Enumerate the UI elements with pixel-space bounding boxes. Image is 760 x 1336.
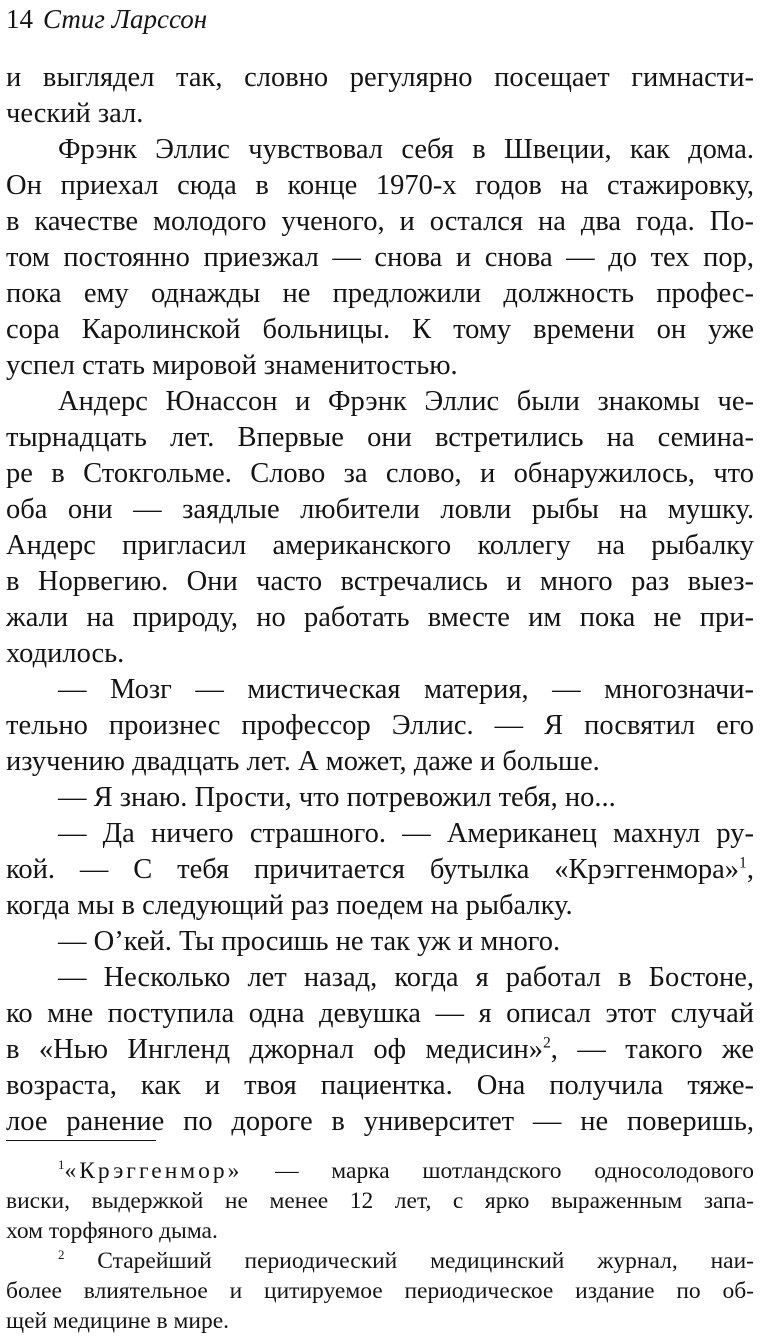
footnote-line (6, 1186, 754, 1216)
footnote-number: 1 (58, 1157, 65, 1173)
text-line-tail: , (746, 854, 754, 885)
footnote-text: хом торфяного дыма. (6, 1218, 218, 1244)
text-line-content: когда мы в следующий раз поедем на рыбалку. (6, 890, 573, 921)
text-line-content: и выглядел так, словно регулярно посещает гимнасти- (6, 62, 754, 93)
text-line (6, 780, 754, 816)
text-line-content: лое ранение по дороге в университет — не поверишь, (6, 1106, 754, 1137)
text-line (6, 960, 754, 996)
text-line (6, 708, 754, 744)
text-line (6, 564, 754, 600)
text-line-content: том постоянно приезжал — снова и снова — до тех пор, (6, 242, 754, 273)
text-line-content: сора Каролинской больницы. К тому времени он уже (6, 314, 754, 345)
text-line-content: — Да ничего страшного. — Американец махнул ру- (58, 818, 754, 849)
footnote-line (6, 1306, 754, 1336)
text-line (6, 528, 754, 564)
text-line-content: успел стать мировой знаменитостью. (6, 350, 458, 381)
text-line-content: изучению двадцать лет. А может, даже и больше. (6, 746, 600, 777)
text-line-content: ко мне поступила одна девушка — я описал этот случай (6, 998, 754, 1029)
text-line-content: оба они — заядлые любители ловли рыбы на мушку. (6, 494, 754, 525)
text-line-content: в Норвегию. Они часто встречались и много раз выез- (6, 566, 754, 597)
footnote-text: Старейший периодический медицинский журнал, наи- (64, 1248, 754, 1274)
footnote-separator (6, 1140, 156, 1141)
text-line-content: — Мозг — мистическая материя, — многозначи- (58, 674, 754, 705)
text-line (6, 168, 754, 204)
text-line (6, 888, 754, 924)
text-line (6, 492, 754, 528)
text-line (6, 996, 754, 1032)
footnote-text: — марка шотландского односолодового (242, 1158, 754, 1184)
running-head (6, 4, 207, 34)
footnote-number: 2 (58, 1247, 65, 1263)
text-line-content: кой. — С тебя причитается бутылка «Крэггенмора» (6, 854, 740, 885)
text-line-content: пока ему однажды не предложили должность профес- (6, 278, 754, 309)
text-line (6, 384, 754, 420)
text-line (6, 240, 754, 276)
footnote-text: виски, выдержкой не менее 12 лет, с ярко выраженным запа- (6, 1188, 754, 1214)
text-line-content: ходилось. (6, 638, 125, 669)
body-text (6, 60, 754, 1140)
text-line (6, 636, 754, 672)
footnote-line (6, 1156, 754, 1186)
footnote-term: «Крэггенмор» (64, 1158, 243, 1184)
text-line (6, 276, 754, 312)
text-line (6, 744, 754, 780)
text-line-content: — Несколько лет назад, когда я работал в Бостоне, (58, 962, 754, 993)
page-number: 14 (6, 4, 33, 34)
footnote-line (6, 1246, 754, 1276)
text-line-content: Он приехал сюда в конце 1970-х годов на стажировку, (6, 170, 754, 201)
text-line-content: — Я знаю. Прости, что потревожил тебя, но... (58, 782, 616, 813)
text-line (6, 1032, 754, 1068)
text-line-content: — О’кей. Ты просишь не так уж и много. (58, 926, 561, 957)
text-line-content: ческий зал. (6, 98, 144, 129)
text-line (6, 600, 754, 636)
text-line-content: в качестве молодого ученого, и остался на два года. По- (6, 206, 754, 237)
text-line-content: Андерс Юнассон и Фрэнк Эллис были знакомы че- (58, 386, 754, 417)
text-line-content: тырнадцать лет. Впервые они встретились на семина- (6, 422, 754, 453)
text-line (6, 816, 754, 852)
footnote-marker: 1 (739, 854, 747, 872)
text-line (6, 132, 754, 168)
text-line (6, 60, 754, 96)
footnote-text: щей медицине в мире. (6, 1308, 230, 1334)
running-head-author: Стиг Ларссон (43, 4, 208, 34)
text-line (6, 1068, 754, 1104)
text-line-content: тельно произнес профессор Эллис. — Я посвятил его (6, 710, 754, 741)
text-line-content: Андерс пригласил американского коллегу на рыбалку (6, 530, 754, 561)
text-line-tail: , — такого же (550, 1034, 755, 1065)
text-line (6, 672, 754, 708)
text-line (6, 924, 754, 960)
text-line-content: в «Нью Ингленд джорнал оф медисин» (6, 1034, 543, 1065)
footnotes (6, 1156, 754, 1336)
text-line (6, 456, 754, 492)
footnote-text: более влиятельное и цитируемое периодическое издание по об- (6, 1278, 754, 1304)
text-line (6, 204, 754, 240)
text-line (6, 96, 754, 132)
text-line (6, 852, 754, 888)
text-line-content: Фрэнк Эллис чувствовал себя в Швеции, как дома. (58, 134, 754, 165)
footnote-marker: 2 (542, 1034, 551, 1052)
text-line (6, 348, 754, 384)
text-line-content: возраста, как и твоя пациентка. Она получила тяже- (6, 1070, 754, 1101)
footnote-line (6, 1276, 754, 1306)
text-line (6, 1104, 754, 1140)
text-line (6, 312, 754, 348)
text-line-content: жали на природу, но работать вместе им пока не при- (6, 602, 754, 633)
text-line-content: ре в Стокгольме. Слово за слово, и обнаружилось, что (6, 458, 754, 489)
footnote-line (6, 1216, 754, 1246)
text-line (6, 420, 754, 456)
